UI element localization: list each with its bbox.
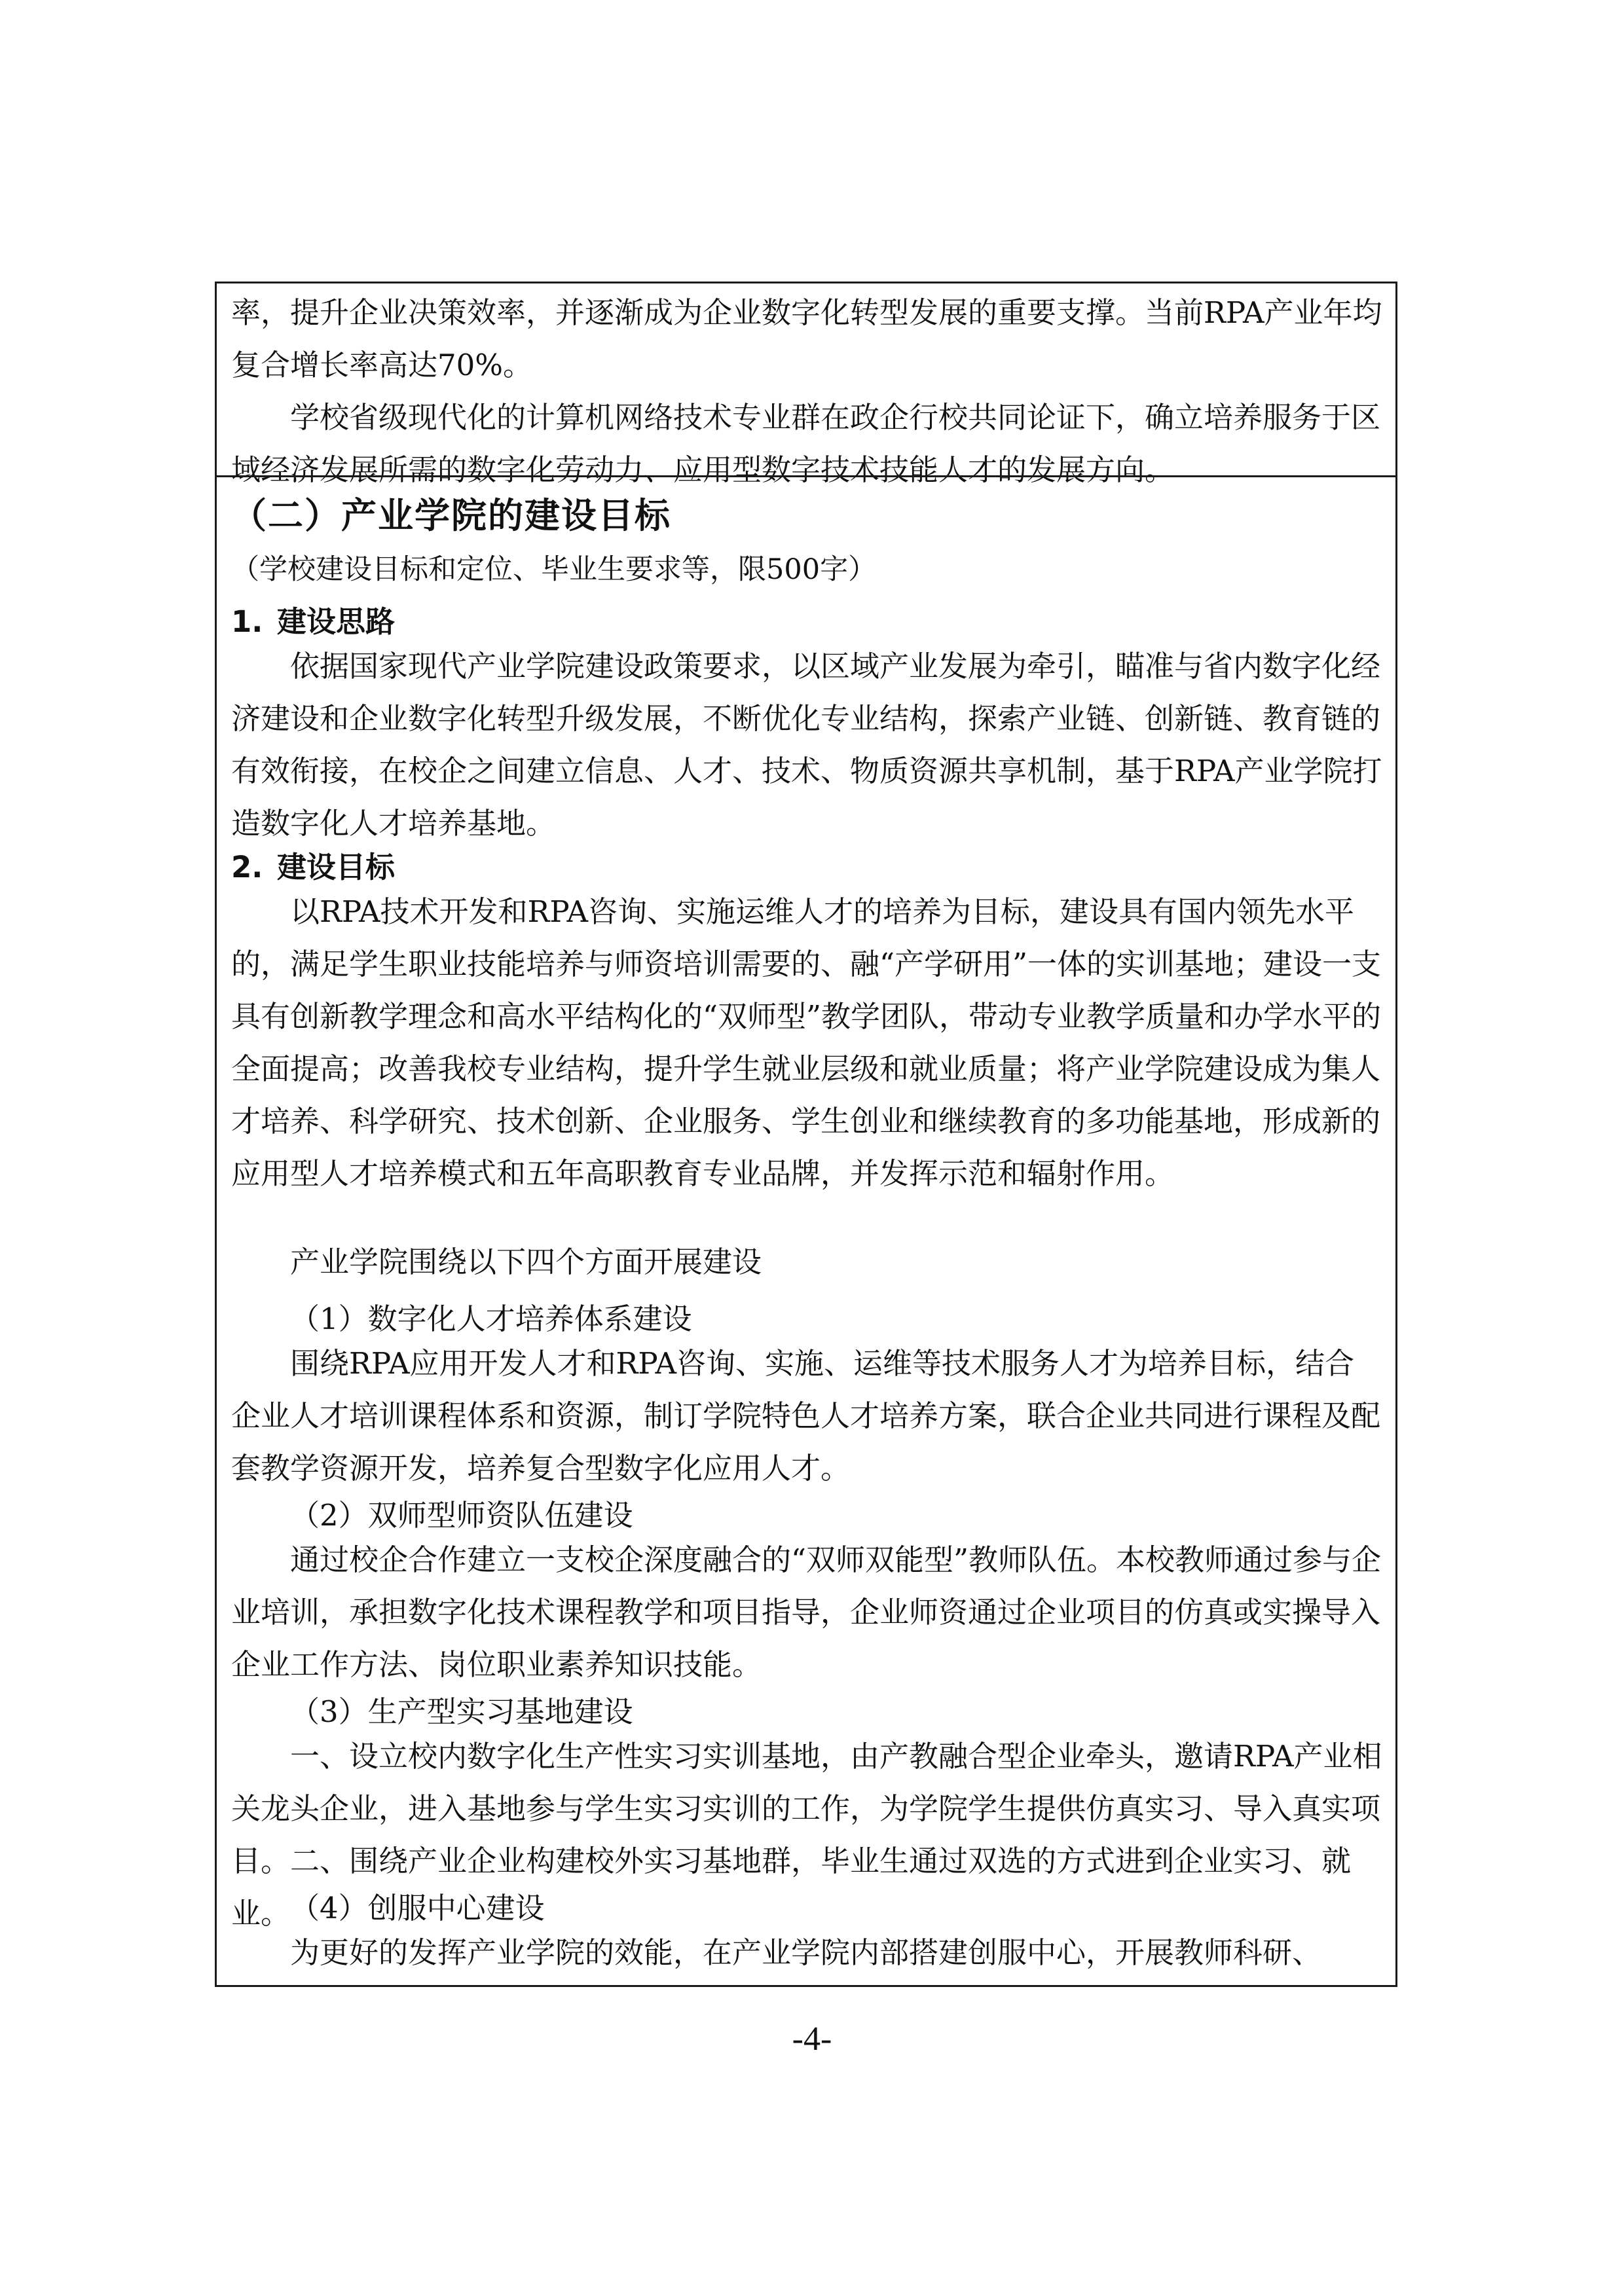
paragraph-build-goals: 以RPA技术开发和RPA咨询、实施运维人才的培养为目标，建设具有国内领先水平的，满足学生职业技能培养与师资培训需要的、融“产学研用”一体的实训基地；建设一支具有创新教学理念和高水平结构化的“双师型”教学团队，带动专业教学质量和办学水平的全面提高；改善我校专业结构，提升学生就业层级和就业质量；将产业学院建设成为集人才培养、科学研究、技术创新、企业服务、学生创业和继续教育的多功能基地，形成新的应用型人才培养模式和五年高职教育专业品牌，并发挥示范和辐射作用。 bbox=[231, 894, 1382, 1191]
item-3-text: 一、设立校内数字化生产性实习实训基地，由产教融合型企业牵头，邀请RPA产业相关龙头企业，进入基地参与学生实习实训的工作，为学院学生提供仿真实习、导入真实项目。二、围绕产业企业构建校外实习基地群，毕业生通过双选的方式进到企业实习、就业。 bbox=[231, 1739, 1382, 1931]
item-3-title: （3）生产型实习基地建设 bbox=[290, 1694, 633, 1729]
top-paragraph-2: 学校省级现代化的计算机网络技术专业群在政企行校共同论证下，确立培养服务于区域经济发展所需的数字化劳动力、应用型数字技术技能人才的发展方向。 bbox=[231, 400, 1381, 487]
subheading-1 bbox=[231, 598, 395, 640]
subheading-1-number: 1. bbox=[231, 604, 263, 639]
section-heading: （二）产业学院的建设目标 bbox=[231, 495, 671, 536]
page-number: -4- bbox=[792, 2020, 832, 2058]
subheading-2 bbox=[231, 843, 395, 886]
item-4-text: 为更好的发挥产业学院的效能，在产业学院内部搭建创服中心，开展教师科研、 bbox=[290, 1935, 1322, 1970]
form-table bbox=[215, 282, 1397, 1987]
row-divider bbox=[217, 475, 1395, 477]
paragraph-build-approach: 依据国家现代产业学院建设政策要求，以区域产业发展为牵引，瞄准与省内数字化经济建设和企业数字化转型升级发展，不断优化专业结构，探索产业链、创新链、教育链的有效衔接，在校企之间建立信息、人才、技术、物质资源共享机制，基于RPA产业学院打造数字化人才培养基地。 bbox=[231, 649, 1382, 841]
subheading-1-title: 建设思路 bbox=[277, 604, 396, 639]
section-note: （学校建设目标和定位、毕业生要求等，限500字） bbox=[231, 553, 877, 586]
subheading-2-number: 2. bbox=[231, 850, 263, 884]
item-1-text: 围绕RPA应用开发人才和RPA咨询、实施、运维等技术服务人才为培养目标，结合企业人才培训课程体系和资源，制订学院特色人才培养方案，联合企业共同进行课程及配套教学资源开发，培养复合型数字化应用人才。 bbox=[231, 1346, 1381, 1485]
item-2-title: （2）双师型师资队伍建设 bbox=[290, 1498, 633, 1533]
subheading-2-title: 建设目标 bbox=[277, 850, 396, 884]
item-2-text: 通过校企合作建立一支校企深度融合的“双师双能型”教师队伍。本校教师通过参与企业培训，承担数字化技术课程教学和项目指导，企业师资通过企业项目的仿真或实操导入企业工作方法、岗位职业素养知识技能。 bbox=[231, 1542, 1382, 1682]
item-4-title: （4）创服中心建设 bbox=[290, 1891, 545, 1925]
item-1-title: （1）数字化人才培养体系建设 bbox=[290, 1302, 692, 1336]
paragraph-four-aspects: 产业学院围绕以下四个方面开展建设 bbox=[290, 1245, 762, 1279]
top-paragraph-1: 率，提升企业决策效率，并逐渐成为企业数字化转型发展的重要支撑。当前RPA产业年均复合增长率高达70%。 bbox=[231, 295, 1382, 382]
